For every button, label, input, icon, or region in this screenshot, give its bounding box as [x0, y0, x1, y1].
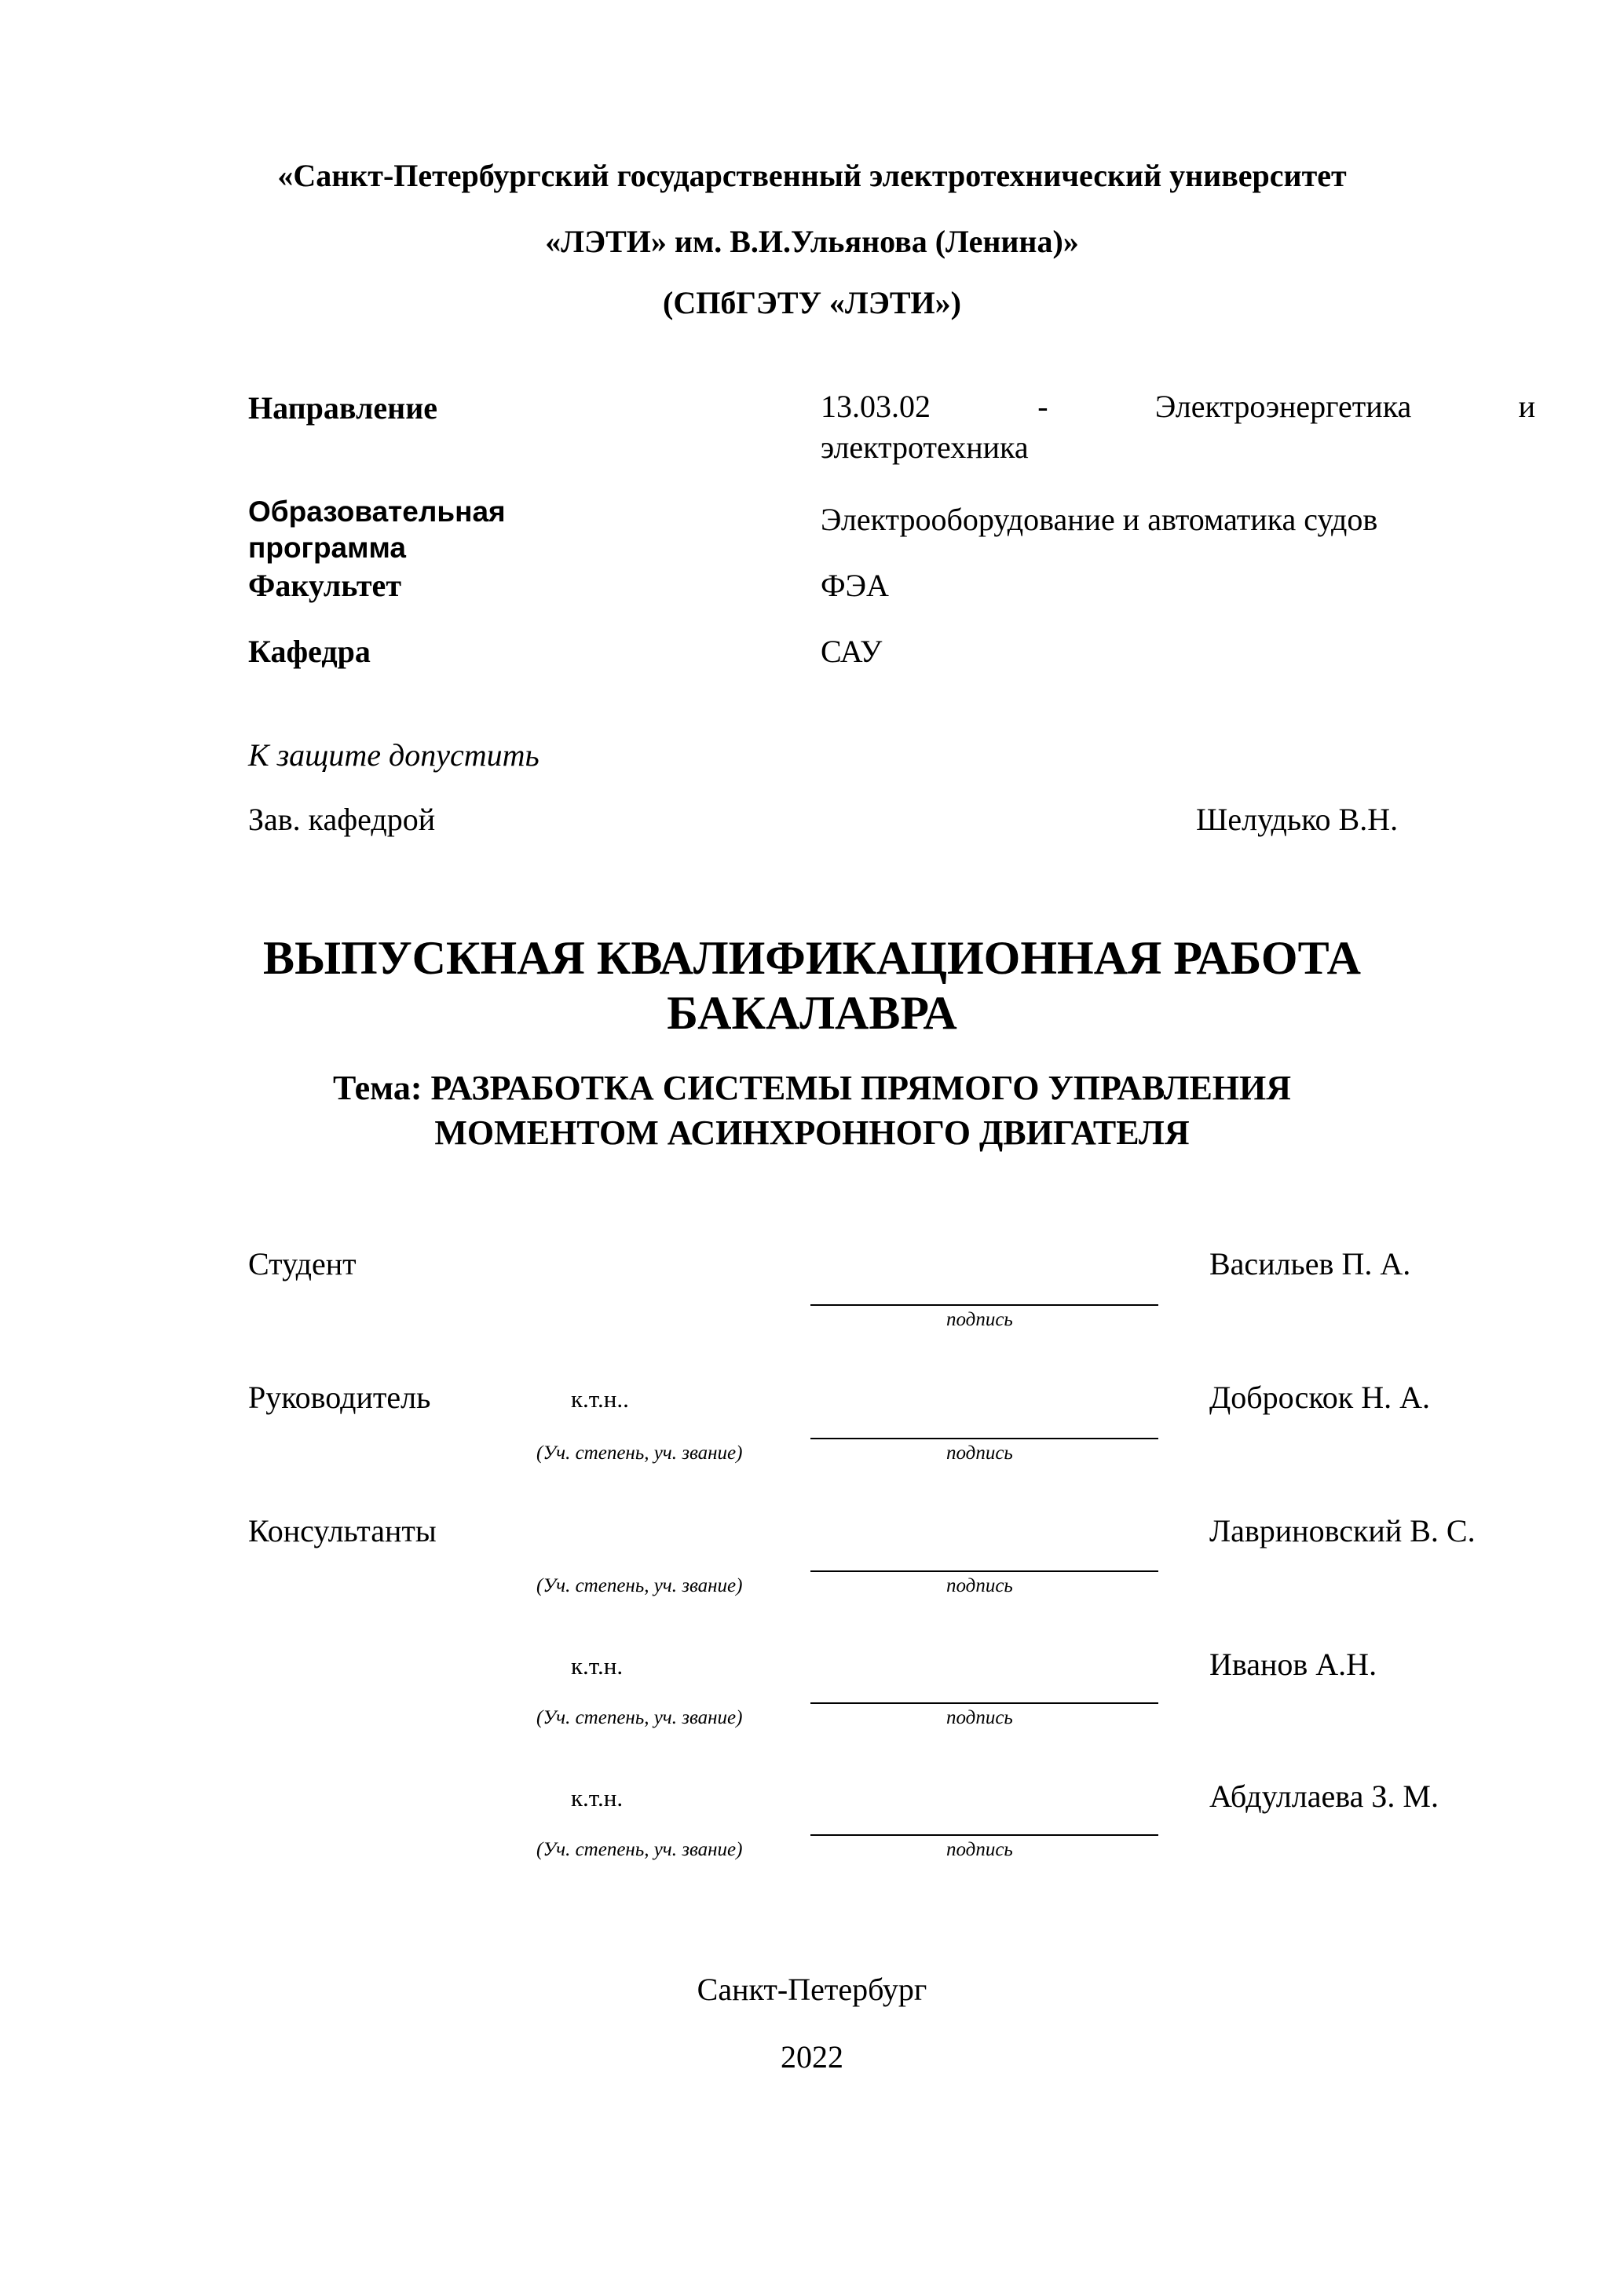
- consultant3-name: Абдуллаева З. М.: [1209, 1779, 1439, 1814]
- consultant2-signature-line: [810, 1702, 1158, 1704]
- direction-word2: и: [1518, 389, 1535, 424]
- university-name-line2: «ЛЭТИ» им. В.И.Ульянова (Ленина)»: [545, 224, 1079, 259]
- head-of-department-label: Зав. кафедрой: [248, 802, 436, 837]
- faculty-label: Факультет: [248, 568, 401, 603]
- supervisor-degree-hint: (Уч. степень, уч. звание): [536, 1442, 743, 1464]
- supervisor-signature-line: [810, 1438, 1158, 1439]
- consultant1-signature-line: [810, 1570, 1158, 1572]
- work-title-line1: ВЫПУСКНАЯ КВАЛИФИКАЦИОННАЯ РАБОТА: [263, 932, 1361, 984]
- consultants-label: Консультанты: [248, 1513, 437, 1548]
- direction-label: Направление: [248, 390, 437, 426]
- consultant2-degree-hint: (Уч. степень, уч. звание): [536, 1707, 743, 1728]
- supervisor-name: Доброскок Н. А.: [1209, 1380, 1430, 1415]
- student-signature-line: [810, 1304, 1158, 1306]
- program-label-line2: программа: [248, 532, 406, 564]
- direction-dash: -: [1037, 389, 1048, 424]
- consultant2-signature-hint: подпись: [946, 1707, 1013, 1728]
- supervisor-signature-hint: подпись: [946, 1442, 1013, 1464]
- department-label: Кафедра: [248, 634, 371, 669]
- university-name-line1: «Санкт-Петербургский государственный электротехнический университет: [277, 158, 1347, 193]
- city: Санкт-Петербург: [697, 1972, 927, 2007]
- consultant2-degree: к.т.н.: [571, 1652, 624, 1680]
- supervisor-degree: к.т.н..: [571, 1385, 629, 1413]
- consultant3-degree: к.т.н.: [571, 1784, 624, 1812]
- faculty-value: ФЭА: [821, 568, 889, 603]
- direction-word1: Электроэнергетика: [1154, 389, 1412, 424]
- consultant1-degree-hint: (Уч. степень, уч. звание): [536, 1575, 743, 1596]
- direction-code: 13.03.02: [821, 389, 931, 424]
- department-value: САУ: [821, 634, 883, 669]
- program-value: Электрооборудование и автоматика судов: [821, 502, 1378, 537]
- student-name: Васильев П. А.: [1209, 1246, 1411, 1281]
- consultant2-name: Иванов А.Н.: [1209, 1647, 1377, 1682]
- university-abbreviation: (СПбГЭТУ «ЛЭТИ»): [663, 285, 961, 320]
- admission-text: К защите допустить: [248, 737, 540, 773]
- consultant3-signature-hint: подпись: [946, 1839, 1013, 1860]
- topic-line2: МОМЕНТОМ АСИНХРОННОГО ДВИГАТЕЛЯ: [434, 1113, 1190, 1152]
- year: 2022: [781, 2039, 843, 2075]
- consultant3-degree-hint: (Уч. степень, уч. звание): [536, 1839, 743, 1860]
- work-title-line2: БАКАЛАВРА: [667, 987, 957, 1039]
- program-label-line1: Образовательная: [248, 495, 506, 528]
- consultant3-signature-line: [810, 1834, 1158, 1836]
- direction-value: [821, 385, 1535, 466]
- topic-line1: Тема: РАЗРАБОТКА СИСТЕМЫ ПРЯМОГО УПРАВЛЕНИЯ: [332, 1069, 1292, 1107]
- direction-line2: электротехника: [821, 430, 1029, 465]
- consultant1-name: Лавриновский В. С.: [1209, 1513, 1476, 1548]
- head-of-department-name: Шелудько В.Н.: [1196, 802, 1399, 837]
- supervisor-label: Руководитель: [248, 1380, 431, 1415]
- consultant1-signature-hint: подпись: [946, 1575, 1013, 1596]
- student-signature-hint: подпись: [946, 1309, 1013, 1330]
- student-label: Студент: [248, 1246, 357, 1281]
